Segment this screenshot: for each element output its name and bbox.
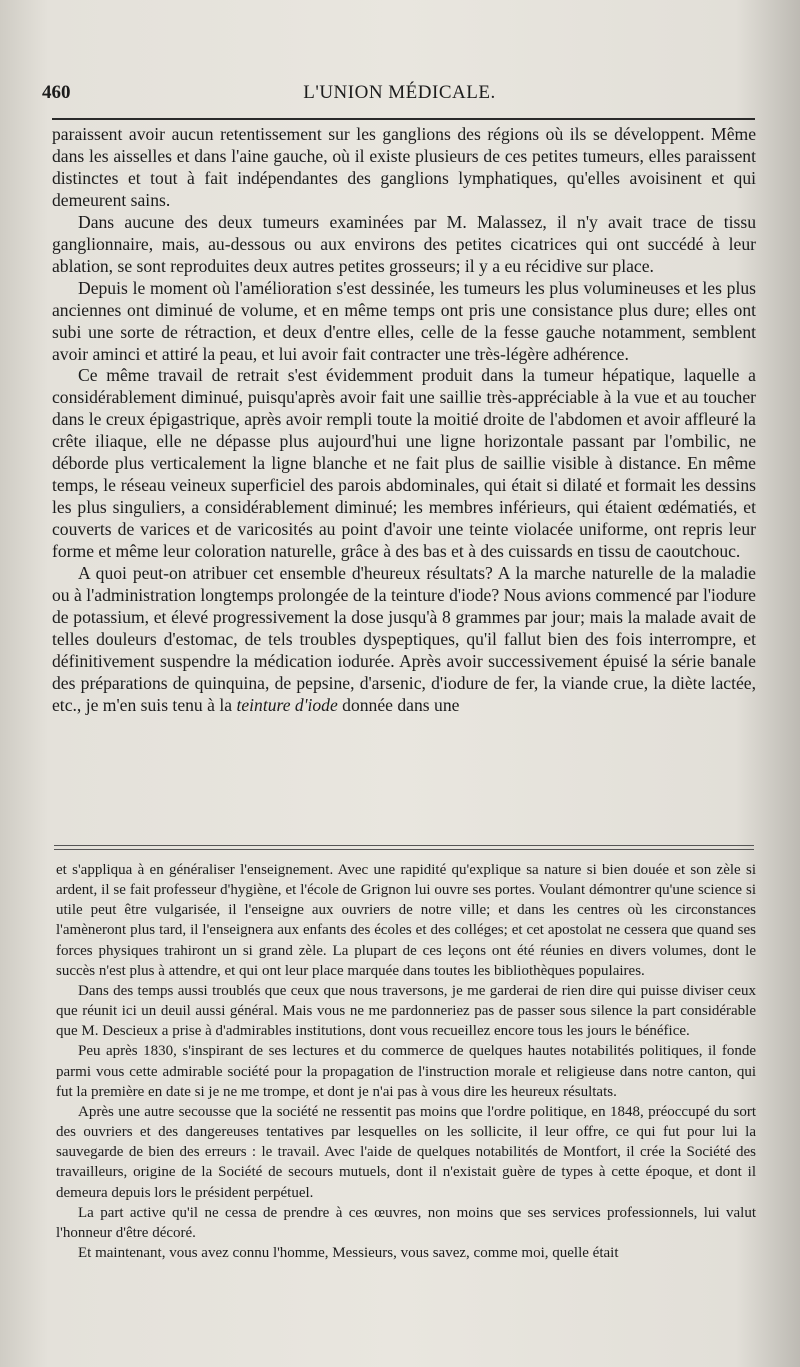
header-rule (52, 118, 755, 120)
paragraph-2: Dans aucune des deux tumeurs examinées par M. Malassez, il n'y avait trace de tissu ganglionnaire, mais, au-dessous ou aux environs des petites cicatrices qui ont succédé à leur ablation, se sont reproduites deux autres petites grosseurs; il y a eu récidive sur place. (52, 211, 756, 276)
main-text (52, 124, 756, 717)
page-number: 460 (42, 82, 71, 103)
note-paragraph-6: Et maintenant, vous avez connu l'homme, Messieurs, vous savez, comme moi, quelle était (78, 1244, 619, 1261)
paragraph-1: paraissent avoir aucun retentissement sur les ganglions des régions où ils se développent. Même dans les aisselles et dans l'aine gauche, où il existe plusieurs de ces petites tumeurs, elles paraissent distinctes et tout à fait indépendantes des ganglions lymphatiques, qu'elles avoisinent et qui demeurent sains. (52, 124, 756, 210)
note-paragraph-3: Peu après 1830, s'inspirant de ses lectures et du commerce de quelques hautes notabilités politiques, il fonde parmi vous cette admirable société pour la propagation de l'instruction morale et religieuse dans notre canton, qui fut la première en date si je ne me trompe, et dont je n'ai pas à vous dire les heureux résultats. (56, 1043, 756, 1100)
notes-separator (54, 845, 754, 850)
paragraph-3: Depuis le moment où l'amélioration s'est dessinée, les tumeurs les plus volumineuses et les plus anciennes ont diminué de volume, et en même temps ont pris une consistance plus dure; elles ont subi une sorte de rétraction, et deux d'entre elles, celle de la fesse gauche notamment, semblent avoir aminci et attiré la peau, et lui avoir fait contracter une très-légère adhérence. (52, 277, 756, 364)
notes-section (56, 860, 756, 1263)
running-title: L'UNION MÉDICALE. (303, 82, 496, 103)
note-paragraph-5: La part active qu'il ne cessa de prendre à ces œuvres, non moins que ses services professionnels, lui valut l'honneur d'être décoré. (56, 1204, 756, 1241)
note-paragraph-2: Dans des temps aussi troublés que ceux que nous traversons, je me garderai de rien dire qui puisse diviser ceux que réunit ici un deuil aussi général. Mais vous ne me pardonneriez pas de passer sous silence la part considérable que M. Descieux a prise à d'admirables institutions, dont vous recueillez encore tous les jours le bénéfice. (56, 982, 756, 1040)
italic-term: teinture d'iode (236, 694, 338, 715)
paragraph-5-text: A quoi peut-on atribuer cet ensemble d'heureux résultats? A la marche naturelle de la maladie ou à l'administration longtemps prolongée de la teinture d'iode? Nous avions commencé par l'iodure de potassium, et élevé progressivement la dose jusqu'à 8 grammes par jour; mais la malade avait de telles douleurs d'estomac, de tels troubles dyspeptiques, qu'il fallut bien des fois interrompre, et définitivement suspendre la médication iodurée. Après avoir successivement épuisé la série banale des préparations de quinquina, de pepsine, d'arsenic, d'iodure de fer, la viande crue, la diète lactée, etc., je m'en suis tenu à la (52, 563, 756, 715)
paragraph-5-end: donnée dans une (337, 694, 460, 715)
page-header (42, 82, 757, 112)
paragraph-5 (52, 563, 756, 717)
note-paragraph-4: Après une autre secousse que la société ne ressentit pas moins que l'ordre politique, en 1848, préoccupé du sort des ouvriers et des dangereuses tentatives par lesquelles on les sollicite, il leur offre, ce qui fut pour lui la sauvegarde de bien des erreurs : le travail. Avec l'aide de quelques notabilités de Montfort, il crée la Société des travailleurs, origine de la Société de secours mutuels, dont il n'existait guère de types à cette époque, et dont il demeura depuis lors le président perpétuel. (56, 1103, 756, 1201)
note-paragraph-1: et s'appliqua à en généraliser l'enseignement. Avec une rapidité qu'explique sa nature si bien douée et son zèle si ardent, il se fait professeur d'hygiène, et l'école de Grignon lui ouvre ses portes. Voulant démontrer qu'une science si utile peut être vulgarisée, il l'enseigne aux ouvriers de notre ville; et dans les centres où les circonstances l'amèneront plus tard, il l'enseignera aux enfants des écoles et des colléges; et cet apostolat ne cessera que quand ses forces physiques trahiront un si grand zèle. La plupart de ces leçons ont été réunies en divers volumes, dont le succès n'est plus à attendre, et qui ont leur place marquée dans toutes les bibliothèques populaires. (56, 862, 756, 979)
paragraph-4: Ce même travail de retrait s'est évidemment produit dans la tumeur hépatique, laquelle a considérablement diminué, puisqu'après avoir fait une saillie très-appréciable à la vue et au toucher dans le creux épigastrique, après avoir rempli toute la moitié droite de l'abdomen et avoir affleuré la crête iliaque, elle ne dépasse plus aujourd'hui une ligne horizontale passant par l'ombilic, ne déborde plus verticalement la ligne blanche et ne fait plus de saillie visible à distance. En même temps, le réseau veineux superficiel des parois abdominales, qui était si dilaté et formait les dessins les plus singuliers, a considérablement diminué; les membres inférieurs, qui étaient œdématiés, et couverts de varices et de varicosités au point d'avoir une teinte violacée uniforme, ont repris leur forme et même leur coloration naturelle, grâce à des bas et à des cuissards en tissu de caoutchouc. (52, 365, 756, 562)
